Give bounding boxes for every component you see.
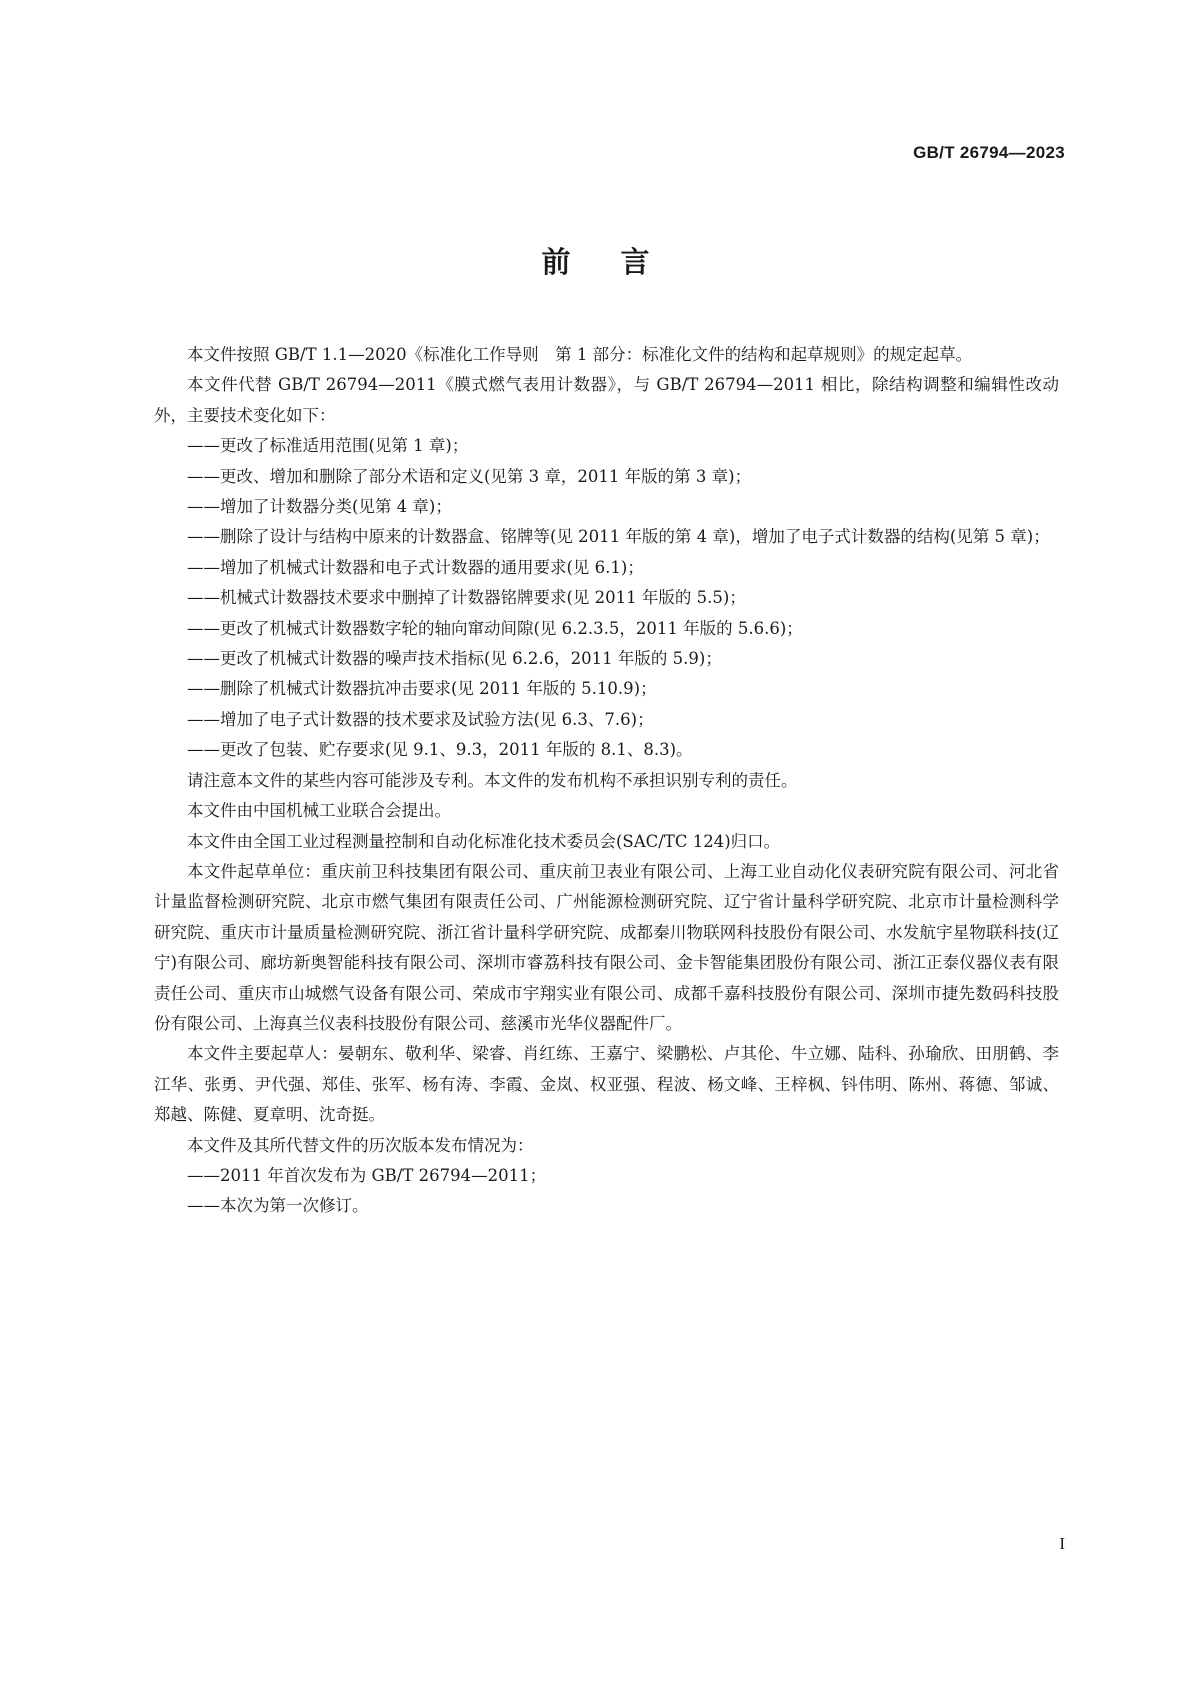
patent-notice: 请注意本文件的某些内容可能涉及专利。本文件的发布机构不承担识别专利的责任。	[187, 770, 798, 790]
change-item: ——删除了机械式计数器抗冲击要求(见 2011 年版的 5.10.9)；	[187, 679, 657, 699]
intro-paragraph: 本文件按照 GB/T 1.1—2020《标准化工作导则 第 1 部分：标准化文件的结构和起草规则》的规定起草。	[187, 345, 973, 364]
drafters-paragraph: 本文件主要起草人：晏朝东、敬利华、梁睿、肖红练、王嘉宁、梁鹏松、卢其伦、牛立娜、陆科、孙瑜欣、田朋鹤、李江华、张勇、尹代强、郑佳、张军、杨有涛、李霞、金岚、权亚强、程波、杨文峰、王梓枫、钭伟明、陈州、蒋德、邹诚、郑越、陈健、夏章明、沈奇挺。	[154, 1044, 1059, 1125]
page-title: 前言	[541, 245, 700, 279]
history-item: ——本次为第一次修订。	[187, 1196, 369, 1216]
change-item: ——更改了机械式计数器的噪声技术指标(见 6.2.6，2011 年版的 5.9)；	[187, 649, 722, 669]
change-item: ——更改了包装、贮存要求(见 9.1、9.3，2011 年版的 8.1、8.3)。	[187, 740, 693, 760]
standard-code: GB/T 26794—2023	[913, 143, 1065, 162]
foreword-body	[154, 340, 1059, 1222]
page-number: I	[1059, 1534, 1065, 1553]
change-item: ——增加了机械式计数器和电子式计数器的通用要求(见 6.1)；	[187, 557, 644, 577]
proposer-paragraph: 本文件由中国机械工业联合会提出。	[187, 801, 451, 821]
change-item: ——增加了计数器分类(见第 4 章)；	[187, 497, 452, 517]
change-item: ——删除了设计与结构中原来的计数器盒、铭牌等(见 2011 年版的第 4 章)，增加了电子式计数器的结构(见第 5 章)；	[187, 527, 1050, 547]
replacement-paragraph: 本文件代替 GB/T 26794—2011《膜式燃气表用计数器》，与 GB/T 26794—2011 相比，除结构调整和编辑性改动外，主要技术变化如下：	[154, 375, 1059, 425]
committee-paragraph: 本文件由全国工业过程测量控制和自动化标准化技术委员会(SAC/TC 124)归口。	[187, 831, 781, 851]
drafting-units-paragraph: 本文件起草单位：重庆前卫科技集团有限公司、重庆前卫表业有限公司、上海工业自动化仪表研究院有限公司、河北省计量监督检测研究院、北京市燃气集团有限责任公司、广州能源检测研究院、辽宁省计量科学研究院、北京市计量检测科学研究院、重庆市计量质量检测研究院、浙江省计量科学研究院、成都秦川物联网科技股份有限公司、水发航宇星物联科技(辽宁)有限公司、廊坊新奥智能科技有限公司、深圳市睿荔科技有限公司、金卡智能集团股份有限公司、浙江正泰仪器仪表有限责任公司、重庆市山城燃气设备有限公司、荣成市宇翔实业有限公司、成都千嘉科技股份有限公司、深圳市捷先数码科技股份有限公司、上海真兰仪表科技股份有限公司、慈溪市光华仪器配件厂。	[154, 861, 1059, 1033]
change-item: ——增加了电子式计数器的技术要求及试验方法(见 6.3、7.6)；	[187, 709, 654, 729]
change-item: ——更改、增加和删除了部分术语和定义(见第 3 章，2011 年版的第 3 章)；	[187, 466, 752, 486]
history-intro-paragraph: 本文件及其所代替文件的历次版本发布情况为：	[187, 1135, 534, 1155]
change-item: ——更改了机械式计数器数字轮的轴向窜动间隙(见 6.2.3.5，2011 年版的 5.6.6)；	[187, 618, 803, 638]
change-item: ——更改了标准适用范围(见第 1 章)；	[187, 436, 469, 456]
history-item: ——2011 年首次发布为 GB/T 26794—2011；	[187, 1165, 547, 1185]
change-item: ——机械式计数器技术要求中删掉了计数器铭牌要求(见 2011 年版的 5.5)；	[187, 588, 746, 608]
